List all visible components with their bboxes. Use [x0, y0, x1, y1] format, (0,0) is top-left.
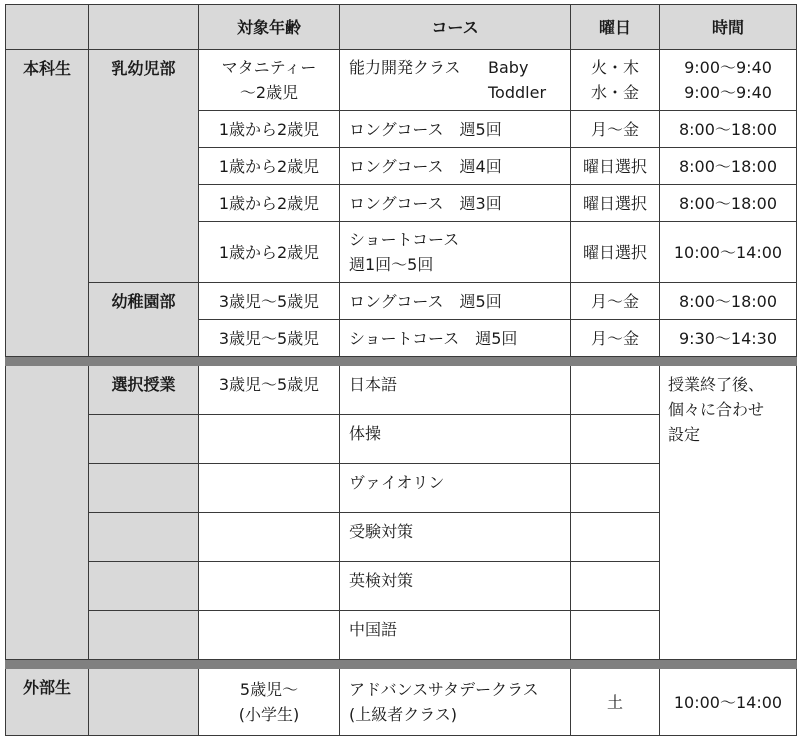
subcategory-kindergarten: 幼稚園部	[89, 283, 199, 357]
time-cell: 8:00〜18:00	[660, 185, 797, 222]
age-cell: 1歳から2歳児	[199, 148, 340, 185]
header-blank-2	[89, 5, 199, 50]
age-cell: 3歳児〜5歳児	[199, 283, 340, 320]
course-cell: 日本語	[340, 366, 571, 415]
day-cell: 月〜金	[571, 283, 660, 320]
time-cell: 9:30〜14:30	[660, 320, 797, 357]
age-cell: 1歳から2歳児	[199, 185, 340, 222]
day-cell: 曜日選択	[571, 185, 660, 222]
header-age: 対象年齢	[199, 5, 340, 50]
course-cell: ロングコース 週4回	[340, 148, 571, 185]
day-cell: 土	[571, 669, 660, 736]
age-cell: 3歳児〜5歳児	[199, 320, 340, 357]
section-divider	[6, 357, 797, 366]
header-course: コース	[340, 5, 571, 50]
table-row	[6, 669, 797, 736]
section-divider	[6, 660, 797, 669]
day-cell: 曜日選択	[571, 148, 660, 185]
table-row	[6, 366, 797, 415]
course-cell: ショートコース 週1回〜5回	[340, 222, 571, 283]
subcategory-elective: 選択授業	[89, 366, 199, 415]
time-cell: 8:00〜18:00	[660, 111, 797, 148]
table-row	[6, 283, 797, 320]
course-cell: 受験対策	[340, 513, 571, 562]
age-cell: 1歳から2歳児	[199, 222, 340, 283]
elective-blank	[6, 366, 89, 660]
category-external: 外部生	[6, 669, 89, 736]
header-blank-1	[6, 5, 89, 50]
time-cell: 10:00〜14:00	[660, 222, 797, 283]
age-cell: 5歳児〜 (小学生)	[199, 669, 340, 736]
course-cell: 中国語	[340, 611, 571, 660]
time-cell: 9:00〜9:40 9:00〜9:40	[660, 50, 797, 111]
schedule-table	[5, 4, 797, 736]
course-cell: 体操	[340, 415, 571, 464]
day-cell: 月〜金	[571, 111, 660, 148]
age-cell: マタニティー 〜2歳児	[199, 50, 340, 111]
course-cell: ロングコース 週5回	[340, 111, 571, 148]
time-cell: 授業終了後、 個々に合わせ 設定	[660, 366, 797, 660]
day-cell: 月〜金	[571, 320, 660, 357]
table-row	[6, 50, 797, 111]
day-cell: 火・木 水・金	[571, 50, 660, 111]
course-cell: アドバンスサタデークラス (上級者クラス)	[340, 669, 571, 736]
time-cell: 8:00〜18:00	[660, 283, 797, 320]
age-cell: 1歳から2歳児	[199, 111, 340, 148]
time-cell: 10:00〜14:00	[660, 669, 797, 736]
header-day: 曜日	[571, 5, 660, 50]
day-cell	[571, 366, 660, 415]
header-time: 時間	[660, 5, 797, 50]
course-cell: 能力開発クラス Baby Toddler	[340, 50, 571, 111]
header-row	[6, 5, 797, 50]
course-cell: ヴァイオリン	[340, 464, 571, 513]
category-main: 本科生	[6, 50, 89, 357]
subcategory-infant: 乳幼児部	[89, 50, 199, 283]
time-cell: 8:00〜18:00	[660, 148, 797, 185]
course-cell: ロングコース 週5回	[340, 283, 571, 320]
day-cell: 曜日選択	[571, 222, 660, 283]
age-cell: 3歳児〜5歳児	[199, 366, 340, 415]
course-cell: 英検対策	[340, 562, 571, 611]
course-cell: ショートコース 週5回	[340, 320, 571, 357]
course-cell: ロングコース 週3回	[340, 185, 571, 222]
